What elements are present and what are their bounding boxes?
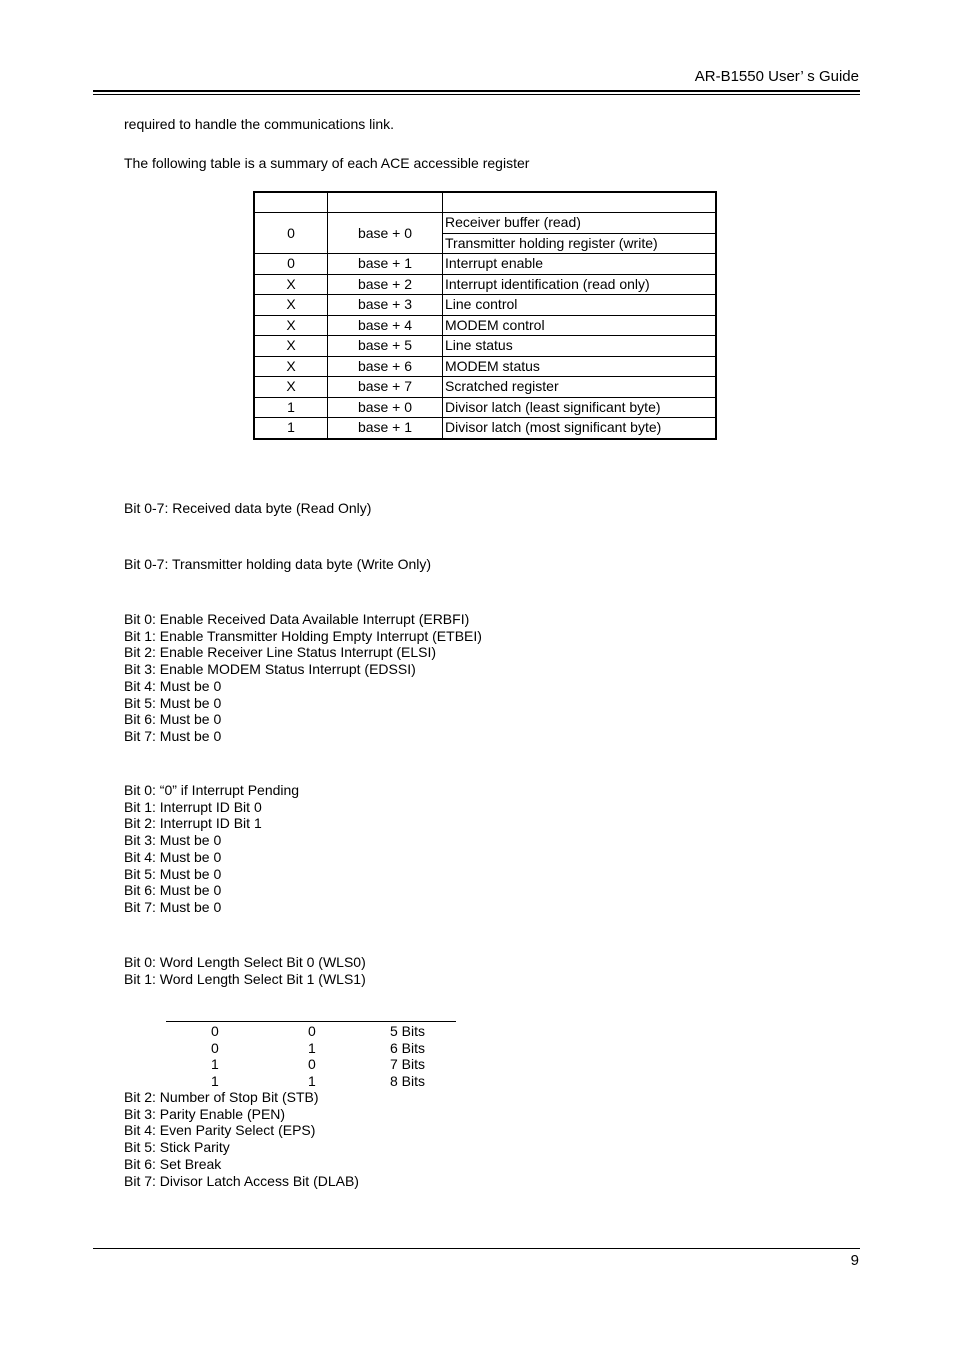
wls-bit0: 1: [308, 1039, 316, 1056]
bit-line: Bit 1: Word Length Select Bit 1 (WLS1): [124, 970, 366, 987]
wls-length: 7 Bits: [390, 1056, 426, 1073]
wls-row: [166, 1040, 456, 1057]
wls-table-rule: [166, 1021, 456, 1022]
interrupt-enable-bits: [124, 611, 482, 745]
interrupt-id-bits: [124, 782, 299, 916]
wls-bit1: 0: [211, 1023, 219, 1039]
bit-line: Bit 7: Divisor Latch Access Bit (DLAB): [124, 1172, 359, 1189]
wls-bit0: 0: [308, 1056, 316, 1073]
wls-length: 6 Bits: [390, 1039, 426, 1056]
wls-length: 5 Bits: [390, 1023, 426, 1039]
table-cell-dlab: X: [254, 274, 328, 295]
table-cell-address: base + 6: [328, 356, 443, 377]
bit-line: Bit 1: Enable Transmitter Holding Empty Interrupt (ETBEI): [124, 627, 482, 644]
table-cell-dlab: X: [254, 295, 328, 316]
wls-row: [166, 1073, 456, 1090]
transmitter-holding-bits: Bit 0-7: Transmitter holding data byte (Write Only): [124, 556, 432, 572]
word-length-table: [166, 1023, 456, 1090]
table-cell-register: Interrupt identification (read only): [443, 274, 717, 295]
table-cell-dlab: 0: [254, 254, 328, 275]
footer-rule: [93, 1248, 860, 1249]
table-cell-dlab: 0: [254, 213, 328, 254]
table-cell-address: base + 2: [328, 274, 443, 295]
table-cell-register: Receiver buffer (read): [443, 213, 717, 234]
table-cell-register: MODEM control: [443, 315, 717, 336]
bit-line: Bit 2: Number of Stop Bit (STB): [124, 1089, 319, 1105]
wls-bit0: 0: [308, 1023, 316, 1039]
wls-row: [166, 1023, 456, 1040]
table-row: [254, 336, 716, 357]
table-row: [254, 397, 716, 418]
table-cell-address: base + 3: [328, 295, 443, 316]
table-cell-dlab: X: [254, 356, 328, 377]
bit-line: Bit 2: Interrupt ID Bit 1: [124, 815, 262, 832]
table-cell-address: base + 0: [328, 397, 443, 418]
table-cell-address: base + 5: [328, 336, 443, 357]
wls-bit1: 1: [211, 1073, 219, 1090]
table-cell-dlab: X: [254, 315, 328, 336]
table-cell-dlab: X: [254, 377, 328, 398]
bit-line: Bit 4: Must be 0: [124, 848, 222, 865]
wls-length: 8 Bits: [390, 1073, 426, 1090]
line-control-bits-bottom: [124, 1089, 359, 1189]
bit-line: Bit 3: Parity Enable (PEN): [124, 1105, 286, 1122]
table-row: [254, 274, 716, 295]
bit-line: Bit 0: Enable Received Data Available Interrupt (ERBFI): [124, 611, 470, 627]
table-row: [254, 315, 716, 336]
intro-line-1: required to handle the communications link.: [124, 116, 395, 132]
table-cell-dlab: 1: [254, 397, 328, 418]
bit-line: Bit 1: Interrupt ID Bit 0: [124, 798, 262, 815]
bit-line: Bit 5: Must be 0: [124, 865, 222, 882]
table-row: [254, 377, 716, 398]
bit-line: Bit 6: Must be 0: [124, 711, 222, 728]
wls-bit1: 0: [211, 1039, 219, 1056]
bit-line: Bit 3: Enable MODEM Status Interrupt (EDSSI): [124, 661, 416, 678]
wls-row: [166, 1056, 456, 1073]
table-cell-register: Scratched register: [443, 377, 717, 398]
table-cell-register: Divisor latch (least significant byte): [443, 397, 717, 418]
bit-line: Bit 0: “0” if Interrupt Pending: [124, 782, 300, 798]
table-row: [254, 213, 716, 234]
header-rule: [93, 90, 860, 92]
table-cell-dlab: 1: [254, 418, 328, 439]
header-cell-address: [328, 192, 443, 213]
intro-line-2: The following table is a summary of each ACE accessible register: [124, 155, 530, 171]
table-cell-address: base + 7: [328, 377, 443, 398]
table-cell-address: base + 1: [328, 418, 443, 439]
table-row: [254, 254, 716, 275]
bit-line: Bit 2: Enable Receiver Line Status Interrupt (ELSI): [124, 644, 437, 661]
header-cell-register: [443, 192, 717, 213]
bit-line: Bit 4: Must be 0: [124, 677, 222, 694]
bit-line: Bit 5: Stick Parity: [124, 1139, 230, 1156]
table-header-row: [254, 192, 716, 213]
table-cell-register: Divisor latch (most significant byte): [443, 418, 717, 439]
page-header-title: AR-B1550 User’ s Guide: [694, 68, 859, 85]
table-cell-register: Line status: [443, 336, 717, 357]
register-table: [253, 191, 717, 440]
table-cell-dlab: X: [254, 336, 328, 357]
line-control-bits-top: [124, 954, 366, 987]
bit-line: Bit 4: Even Parity Select (EPS): [124, 1122, 316, 1139]
table-cell-address: base + 0: [328, 213, 443, 254]
table-row: [254, 356, 716, 377]
table-cell-address: base + 4: [328, 315, 443, 336]
bit-line: Bit 6: Must be 0: [124, 882, 222, 899]
page-number: 9: [850, 1252, 859, 1269]
bit-line: Bit 3: Must be 0: [124, 832, 222, 849]
table-row: [254, 295, 716, 316]
bit-line: Bit 7: Must be 0: [124, 727, 222, 744]
header-rule-thin: [93, 94, 860, 95]
table-row: [254, 418, 716, 439]
table-cell-address: base + 1: [328, 254, 443, 275]
table-cell-register: Line control: [443, 295, 717, 316]
table-cell-register: Transmitter holding register (write): [443, 233, 717, 254]
header-cell-dlab: [254, 192, 328, 213]
bit-line: Bit 5: Must be 0: [124, 694, 222, 711]
table-cell-register: Interrupt enable: [443, 254, 717, 275]
bit-line: Bit 0: Word Length Select Bit 0 (WLS0): [124, 954, 366, 970]
bit-line: Bit 7: Must be 0: [124, 898, 222, 915]
wls-bit0: 1: [308, 1073, 316, 1090]
wls-bit1: 1: [211, 1056, 219, 1073]
receiver-buffer-bits: Bit 0-7: Received data byte (Read Only): [124, 500, 372, 516]
table-cell-register: MODEM status: [443, 356, 717, 377]
bit-line: Bit 6: Set Break: [124, 1155, 222, 1172]
